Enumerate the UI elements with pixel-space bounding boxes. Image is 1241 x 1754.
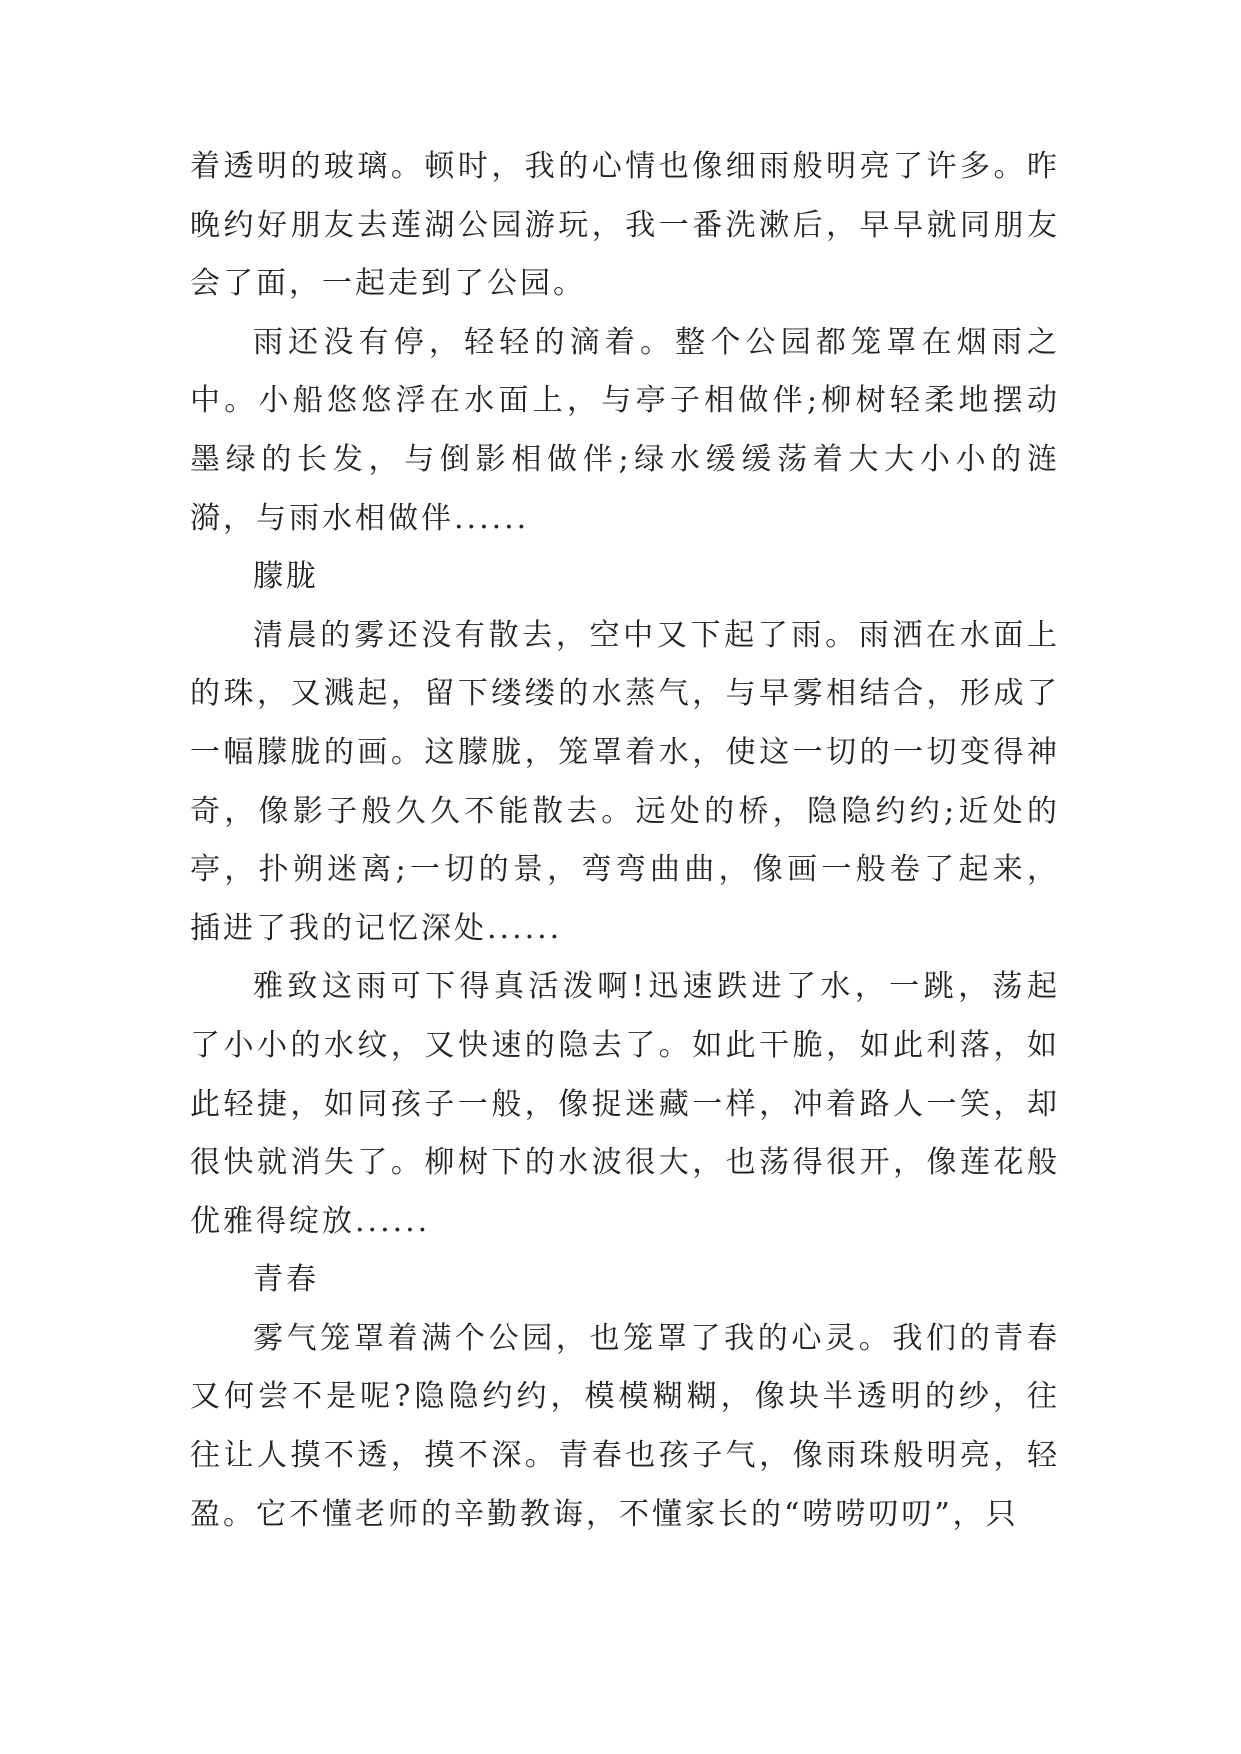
paragraph-4: 雅致这雨可下得真活泼啊!迅速跌进了水，一跳，荡起了小小的水纹，又快速的隐去了。如此干脆，如此利落，如此轻捷，如同孩子一般，像捉迷藏一样，冲着路人一笑，却很快就消失了。柳树下的水波很大，也荡得很开，像莲花般优雅得绽放...... bbox=[190, 969, 1060, 1239]
section-heading-menglong: 朦胧 bbox=[253, 559, 319, 595]
paragraph-2: 雨还没有停，轻轻的滴着。整个公园都笼罩在烟雨之中。小船悠悠浮在水面上，与亭子相做伴;柳树轻柔地摆动墨绿的长发，与倒影相做伴;绿水缓缓荡着大大小小的涟漪，与雨水相做伴...... bbox=[190, 324, 1060, 536]
paragraph-5: 雾气笼罩着满个公园，也笼罩了我的心灵。我们的青春又何尝不是呢?隐隐约约，模模糊糊，像块半透明的纱，往往让人摸不透，摸不深。青春也孩子气，像雨珠般明亮，轻盈。它不懂老师的辛勤教诲，不懂家长的“唠唠叨叨”，只 bbox=[190, 1320, 1060, 1532]
paragraph-3: 清晨的雾还没有散去，空中又下起了雨。雨洒在水面上的珠，又溅起，留下缕缕的水蒸气，与早雾相结合，形成了一幅朦胧的画。这朦胧，笼罩着水，使这一切的一切变得神奇，像影子般久久不能散去。远处的桥，隐隐约约;近处的亭，扑朔迷离;一切的景，弯弯曲曲，像画一般卷了起来，插进了我的记忆深处...... bbox=[190, 617, 1060, 946]
document-page bbox=[190, 138, 1060, 1544]
section-heading-qingchun: 青春 bbox=[253, 1262, 319, 1298]
paragraph-1: 着透明的玻璃。顿时，我的心情也像细雨般明亮了许多。昨晚约好朋友去莲湖公园游玩，我一番洗漱后，早早就同朋友会了面，一起走到了公园。 bbox=[190, 149, 1060, 302]
